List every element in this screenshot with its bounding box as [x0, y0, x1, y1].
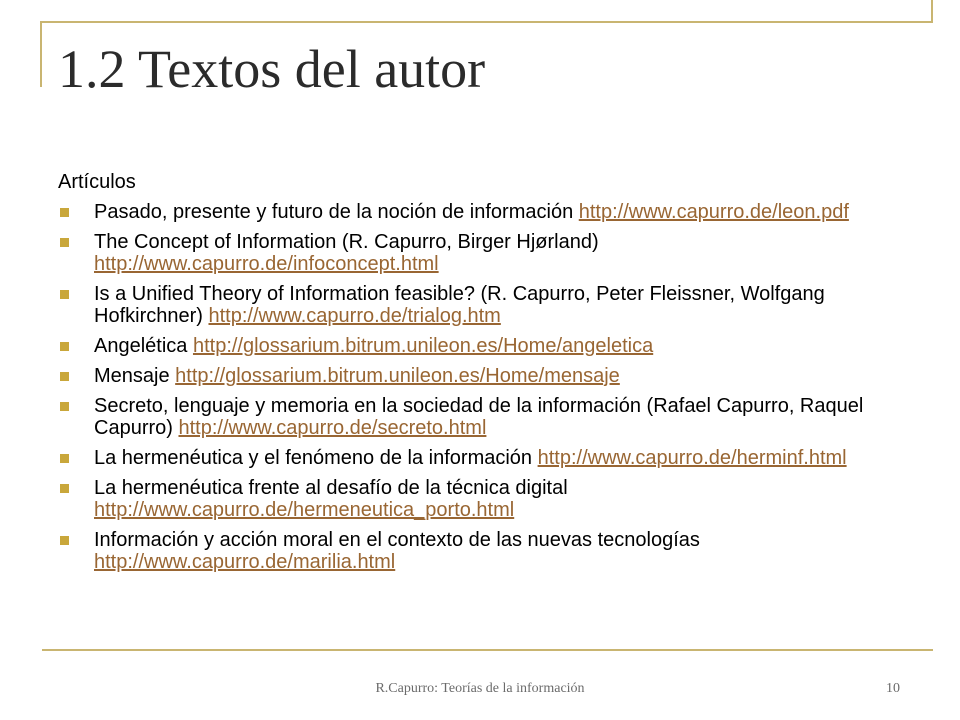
list-item: [58, 283, 878, 327]
bullet-square-icon: [60, 402, 69, 411]
footer-text: R.Capurro: Teorías de la información: [375, 681, 585, 696]
list-item: [58, 365, 878, 387]
item-text: La hermenéutica frente al desafío de la técnica digital: [94, 477, 568, 499]
item-text: La hermenéutica y el fenómeno de la información: [94, 447, 538, 469]
item-text: Angelética: [94, 335, 193, 357]
top-rule: [40, 21, 933, 23]
right-rule: [931, 0, 933, 23]
item-text: Is a Unified Theory of Information feasible? (R. Capurro, Peter Fleissner, Wolfgang Hofkirchner): [94, 283, 825, 327]
item-link[interactable]: http://www.capurro.de/marilia.html: [94, 551, 396, 573]
bullet-square-icon: [60, 536, 69, 545]
list-item: [58, 201, 878, 223]
item-link[interactable]: http://www.capurro.de/secreto.html: [178, 417, 487, 439]
item-text: The Concept of Information (R. Capurro, Birger Hjørland): [94, 231, 599, 253]
list-item: [58, 477, 878, 521]
list-item: [58, 529, 878, 573]
list-item: [58, 335, 878, 357]
bottom-rule: [42, 649, 933, 651]
bullet-square-icon: [60, 372, 69, 381]
bullet-square-icon: [60, 454, 69, 463]
article-list: [58, 201, 878, 573]
item-link[interactable]: http://glossarium.bitrum.unileon.es/Home/mensaje: [175, 365, 620, 387]
item-link[interactable]: http://glossarium.bitrum.unileon.es/Home/angeletica: [192, 335, 654, 357]
bullet-square-icon: [60, 238, 69, 247]
slide-content: [58, 171, 878, 581]
list-item: [58, 447, 878, 469]
bullet-square-icon: [60, 484, 69, 493]
item-text: Información y acción moral en el contexto de las nuevas tecnologías: [94, 529, 700, 551]
list-item: [58, 231, 878, 275]
item-link[interactable]: http://www.capurro.de/hermeneutica_porto.html: [94, 499, 515, 521]
bullet-square-icon: [60, 290, 69, 299]
item-link[interactable]: http://www.capurro.de/leon.pdf: [578, 201, 849, 223]
item-text: Pasado, presente y futuro de la noción de información: [94, 201, 579, 223]
section-heading: Artículos: [58, 171, 136, 193]
page-number: 10: [886, 681, 900, 696]
bullet-square-icon: [60, 208, 69, 217]
item-link[interactable]: http://www.capurro.de/trialog.htm: [208, 305, 501, 327]
bullet-square-icon: [60, 342, 69, 351]
list-item: [58, 395, 878, 439]
left-rule: [40, 21, 42, 87]
item-text: Secreto, lenguaje y memoria en la sociedad de la información (Rafael Capurro, Raquel Capurro): [94, 395, 864, 439]
item-link[interactable]: http://www.capurro.de/herminf.html: [537, 447, 847, 469]
item-link[interactable]: http://www.capurro.de/infoconcept.html: [94, 253, 439, 275]
item-text: Mensaje: [94, 365, 176, 387]
slide-title: 1.2 Textos del autor: [58, 39, 486, 99]
